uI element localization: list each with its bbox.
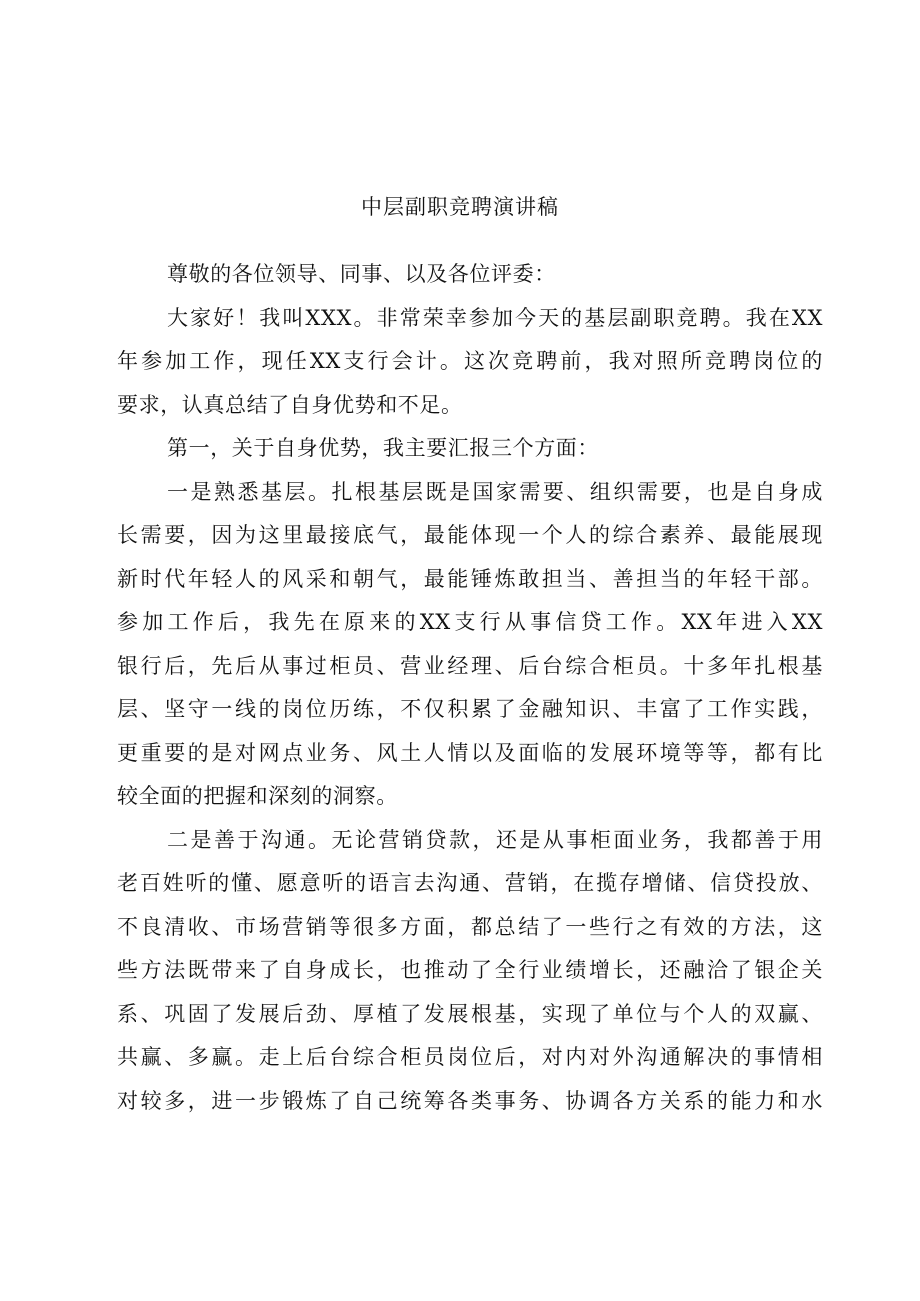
text-line: 层、坚守一线的岗位历练，不仅积累了金融知识、丰富了工作实践，: [117, 697, 823, 721]
text-line: 一是熟悉基层。扎根基层既是国家需要、组织需要，也是自身成: [167, 479, 823, 504]
text-line: 更重要的是对网点业务、风土人情以及面临的发展环境等等，都有比: [117, 740, 823, 765]
text-line: 大家好！我叫XXX。非常荣幸参加今天的基层副职竞聘。我在XX: [167, 305, 823, 330]
text-line: 年参加工作，现任XX支行会计。这次竞聘前，我对照所竞聘岗位的: [117, 349, 823, 373]
text-line: 尊敬的各位领导、同事、以及各位评委：: [167, 262, 556, 286]
text-line: 要求，认真总结了自身优势和不足。: [117, 392, 463, 417]
text-line: 较全面的把握和深刻的洞察。: [117, 784, 398, 808]
text-line: 共赢、多赢。走上后台综合柜员岗位后，对内对外沟通解决的事情相: [117, 1045, 823, 1069]
text-line: 新时代年轻人的风采和朝气，最能锤炼敢担当、善担当的年轻干部。: [117, 566, 823, 591]
text-line: 对较多，进一步锻炼了自己统筹各类事务、协调各方关系的能力和水: [117, 1088, 823, 1113]
document-title: 中层副职竞聘演讲稿: [361, 195, 559, 219]
text-line: 些方法既带来了自身成长，也推动了全行业绩增长，还融洽了银企关: [117, 958, 823, 982]
text-line: 长需要，因为这里最接底气，最能体现一个人的综合素养、最能展现: [117, 523, 823, 547]
text-line: 参加工作后，我先在原来的XX支行从事信贷工作。XX年进入XX: [117, 610, 823, 634]
text-line: 系、巩固了发展后劲、厚植了发展根基，实现了单位与个人的双赢、: [117, 1001, 823, 1026]
text-line: 老百姓听的懂、愿意听的语言去沟通、营销，在揽存增储、信贷投放、: [117, 871, 823, 895]
text-line: 第一，关于自身优势，我主要汇报三个方面：: [167, 436, 599, 460]
text-line: 二是善于沟通。无论营销贷款，还是从事柜面业务，我都善于用: [167, 827, 823, 852]
text-line: 不良清收、市场营销等很多方面，都总结了一些行之有效的方法，这: [117, 914, 823, 939]
text-line: 银行后，先后从事过柜员、营业经理、后台综合柜员。十多年扎根基: [117, 653, 823, 678]
document-body: [117, 253, 823, 1123]
